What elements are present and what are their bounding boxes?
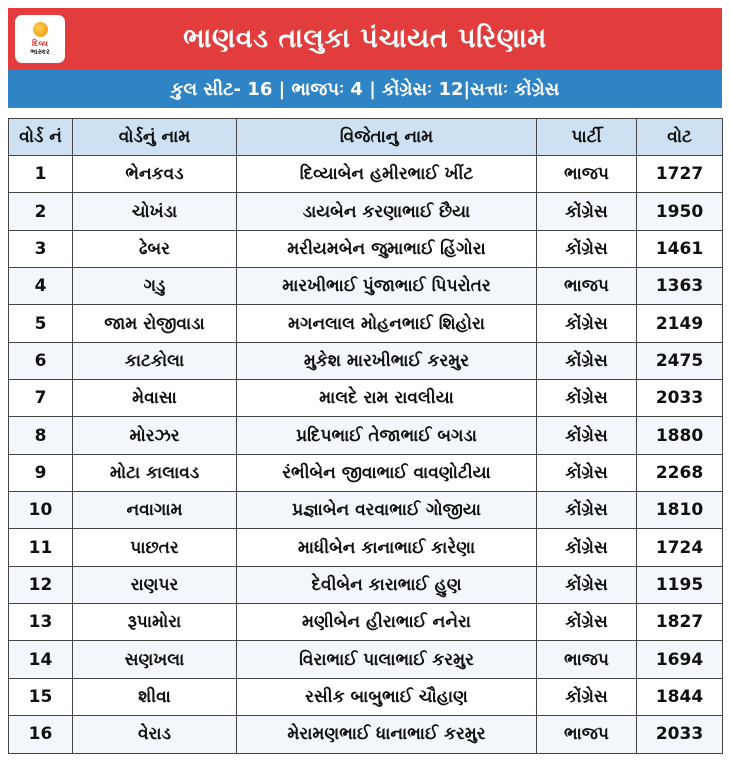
results-table: [8, 118, 723, 754]
party: કોંગ્રેસ: [537, 566, 637, 603]
ward-name: વેરાડ: [73, 716, 237, 753]
table-row: [9, 678, 723, 715]
ward-number: 15: [9, 678, 73, 715]
party: કોંગ્રેસ: [537, 342, 637, 379]
logo-text-line1: દિવ્ય: [32, 39, 48, 48]
party: કોંગ્રેસ: [537, 230, 637, 267]
party: કોંગ્રેસ: [537, 380, 637, 417]
party: ભાજપ: [537, 156, 637, 193]
table-row: [9, 305, 723, 342]
party: કોંગ્રેસ: [537, 492, 637, 529]
total-seats: કુલ સીટ- 16: [170, 78, 273, 100]
winner-name: મરીયમબેન જુમાભાઈ હિંગોરા: [237, 230, 537, 267]
ward-number: 16: [9, 716, 73, 753]
table-row: [9, 230, 723, 267]
winner-name: મેરામણભાઈ ધાનાભાઈ કરમુર: [237, 716, 537, 753]
title-banner: [8, 8, 722, 70]
votes: 1950: [637, 193, 723, 230]
winner-name: વિરાભાઈ પાલાભાઈ કરમુર: [237, 641, 537, 678]
winner-name: મગનલાલ મોહનભાઈ શિહોરા: [237, 305, 537, 342]
votes: 2268: [637, 454, 723, 491]
votes: 1844: [637, 678, 723, 715]
bjp-seats: ભાજપઃ 4: [291, 78, 363, 100]
winner-name: માધીબેન કાનાભાઈ કારેણા: [237, 529, 537, 566]
winner-name: રંભીબેન જીવાભાઈ વાવણોટીયા: [237, 454, 537, 491]
ruling-party: સત્તાઃ કોંગ્રેસ: [470, 78, 560, 100]
ward-name: ઢેબર: [73, 230, 237, 267]
ward-name: ચોખંડા: [73, 193, 237, 230]
party: કોંગ્રેસ: [537, 193, 637, 230]
table-row: [9, 604, 723, 641]
party: કોંગ્રેસ: [537, 454, 637, 491]
page-title: ભાણવડ તાલુકા પંચાયત પરિણામ: [183, 23, 547, 54]
votes: 1195: [637, 566, 723, 603]
ward-number: 2: [9, 193, 73, 230]
table-row: [9, 342, 723, 379]
ward-number: 12: [9, 566, 73, 603]
votes: 1810: [637, 492, 723, 529]
votes: 1724: [637, 529, 723, 566]
ward-number: 5: [9, 305, 73, 342]
separator: |: [278, 78, 286, 100]
ward-name: મોટા કાલાવડ: [73, 454, 237, 491]
ward-name: મેવાસા: [73, 380, 237, 417]
party: કોંગ્રેસ: [537, 529, 637, 566]
table-row: [9, 492, 723, 529]
ward-name: સણખલા: [73, 641, 237, 678]
header-ward-no: વોર્ડ નં: [9, 119, 73, 156]
table-row: [9, 380, 723, 417]
ward-number: 10: [9, 492, 73, 529]
ward-name: રૂપામોરા: [73, 604, 237, 641]
winner-name: મારખીભાઈ પુંજાભાઈ પિપરોતર: [237, 268, 537, 305]
winner-name: દેવીબેન કારાભાઈ હુણ: [237, 566, 537, 603]
winner-name: પ્રદિપભાઈ તેજાભાઈ બગડા: [237, 417, 537, 454]
summary-bar: [8, 70, 722, 108]
winner-name: માલદે રામ રાવલીયા: [237, 380, 537, 417]
sun-logo-icon: [33, 22, 48, 37]
votes: 2033: [637, 380, 723, 417]
party: ભાજપ: [537, 716, 637, 753]
congress-seats: કોંગ્રેસઃ 12: [382, 78, 464, 100]
table-row: [9, 454, 723, 491]
winner-name: મણીબેન હીરાભાઈ નનેરા: [237, 604, 537, 641]
party: કોંગ્રેસ: [537, 305, 637, 342]
votes: 1694: [637, 641, 723, 678]
ward-number: 9: [9, 454, 73, 491]
ward-number: 7: [9, 380, 73, 417]
winner-name: દિવ્યાબેન હમીરભાઈ ખીંટ: [237, 156, 537, 193]
party: કોંગ્રેસ: [537, 417, 637, 454]
party: કોંગ્રેસ: [537, 604, 637, 641]
ward-name: નવાગામ: [73, 492, 237, 529]
votes: 2149: [637, 305, 723, 342]
ward-name: ગડુ: [73, 268, 237, 305]
ward-name: રાણપર: [73, 566, 237, 603]
separator: |: [369, 78, 376, 100]
ward-name: પાછતર: [73, 529, 237, 566]
ward-name: ભેનકવડ: [73, 156, 237, 193]
header-votes: વોટ: [637, 119, 723, 156]
votes: 1461: [637, 230, 723, 267]
table-row: [9, 716, 723, 753]
header-party: પાર્ટી: [537, 119, 637, 156]
header-winner-name: વિજેતાનુ નામ: [237, 119, 537, 156]
ward-number: 14: [9, 641, 73, 678]
votes: 1727: [637, 156, 723, 193]
votes: 1880: [637, 417, 723, 454]
table-row: [9, 529, 723, 566]
table-row: [9, 566, 723, 603]
votes: 1827: [637, 604, 723, 641]
ward-name: જામ રોજીવાડા: [73, 305, 237, 342]
ward-number: 4: [9, 268, 73, 305]
ward-name: મોરઝર: [73, 417, 237, 454]
votes: 2033: [637, 716, 723, 753]
ward-name: શીવા: [73, 678, 237, 715]
table-row: [9, 641, 723, 678]
table-row: [9, 417, 723, 454]
winner-name: રસીક બાબુભાઈ ચૌહાણ: [237, 678, 537, 715]
ward-number: 13: [9, 604, 73, 641]
winner-name: મુકેશ મારખીભાઈ કરમુર: [237, 342, 537, 379]
party: ભાજપ: [537, 268, 637, 305]
votes: 2475: [637, 342, 723, 379]
ward-number: 8: [9, 417, 73, 454]
winner-name: પ્રજ્ઞાબેન વરવાભાઈ ગોજીયા: [237, 492, 537, 529]
table-header-row: [9, 119, 723, 156]
table-row: [9, 268, 723, 305]
separator: |: [463, 78, 471, 100]
logo-text-line2: ભાસ્કર: [30, 48, 50, 56]
ward-number: 3: [9, 230, 73, 267]
ward-name: કાટકોલા: [73, 342, 237, 379]
ward-number: 11: [9, 529, 73, 566]
header-ward-name: વોર્ડનું નામ: [73, 119, 237, 156]
ward-number: 6: [9, 342, 73, 379]
table-row: [9, 193, 723, 230]
table-row: [9, 156, 723, 193]
votes: 1363: [637, 268, 723, 305]
winner-name: ડાયબેન કરણાભાઈ છૈયા: [237, 193, 537, 230]
ward-number: 1: [9, 156, 73, 193]
divya-bhaskar-logo: [15, 15, 65, 63]
party: કોંગ્રેસ: [537, 678, 637, 715]
party: ભાજપ: [537, 641, 637, 678]
